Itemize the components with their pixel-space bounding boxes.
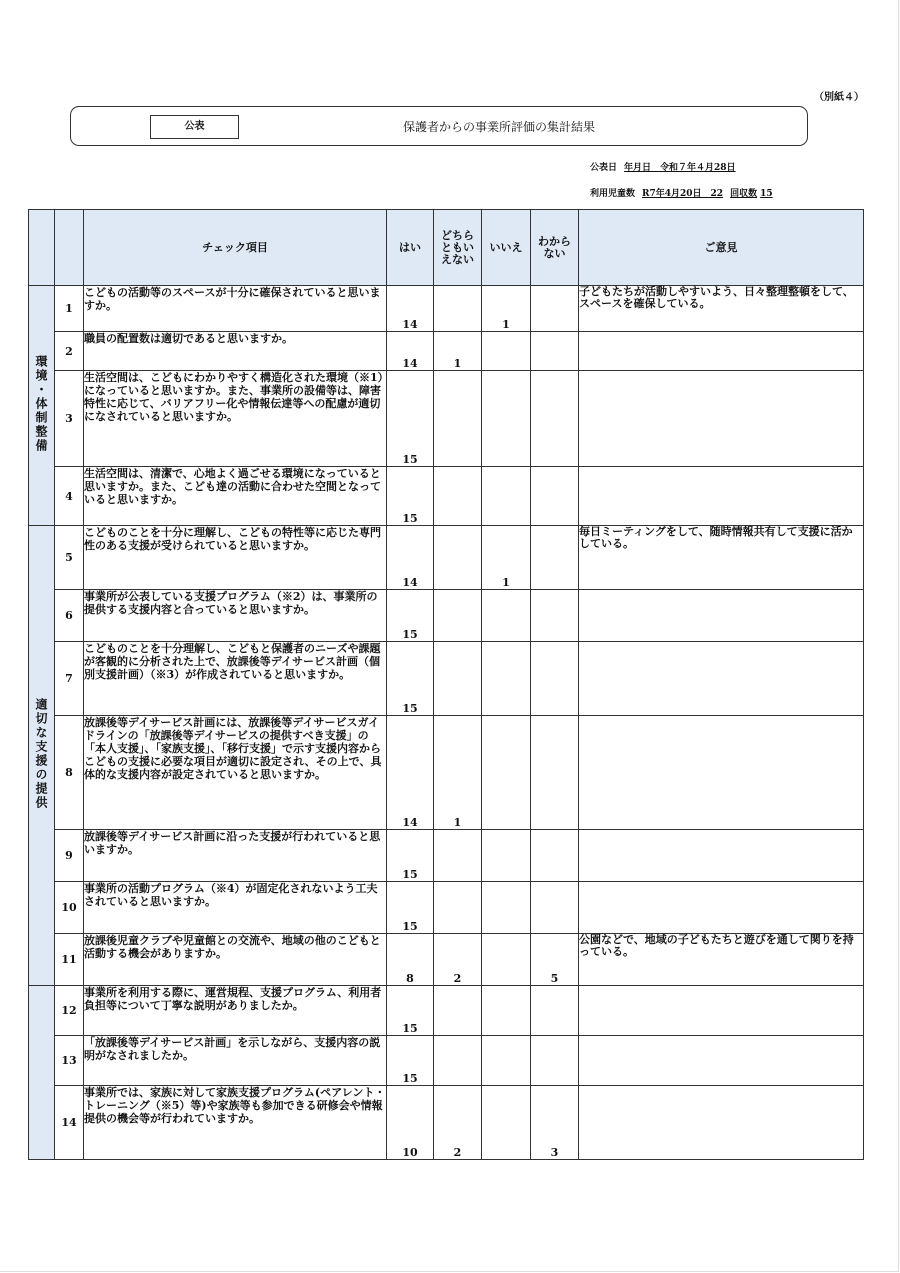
category-label: 適切な支援の提供 (34, 698, 48, 810)
table-row (29, 590, 864, 642)
check-item-text: 生活空間は、こどもにわかりやすく構造化された環境（※1）になっていると思いますか。また、事業所の設備等は、障害特性に応じて、バリアフリー化や情報伝達等への配慮が適切になされていると思いますか。 (84, 371, 387, 467)
opinion-text: 公園などで、地域の子どもたちと遊びを通して関りを持っている。 (579, 934, 864, 986)
item-number: 14 (55, 1086, 84, 1160)
table-row (29, 1036, 864, 1086)
no-count (482, 1086, 531, 1160)
check-item-text: 放課後児童クラブや児童館との交流や、地域の他のこどもと活動する機会がありますか。 (84, 934, 387, 986)
opinion-text (579, 1036, 864, 1086)
check-item-text: 放課後等デイサービス計画には、放課後等デイサービスガイドラインの「放課後等デイサービスの提供すべき支援」の「本人支援」、「家族支援」、「移行支援」で示す支援内容からこどもの支援に必要な項目が適切に設定され、その上で、具体的な支援内容が設定されていると思いますか。 (84, 716, 387, 830)
check-item-text: こどものことを十分理解し、こどもと保護者のニーズや課題が客観的に分析された上で、放課後等デイサービス計画（個別支援計画）（※3）が作成されていると思いますか。 (84, 642, 387, 716)
neither-count (434, 526, 482, 590)
unknown-count (531, 1036, 579, 1086)
document-title: 保護者からの事業所評価の集計結果 (403, 120, 596, 134)
neither-count (434, 371, 482, 467)
check-item-text: 事業所では、家族に対して家族支援プログラム(ペアレント・トレーニング（※5）等)や家族等も参加できる研修会や情報提供の機会等が行われていますか。 (84, 1086, 387, 1160)
header-check-item: チェック項目 (84, 210, 387, 286)
yes-count: 15 (387, 467, 434, 526)
category-cell (29, 986, 55, 1160)
item-number: 3 (55, 371, 84, 467)
no-count (482, 882, 531, 934)
yes-count: 10 (387, 1086, 434, 1160)
table-row (29, 642, 864, 716)
no-count (482, 716, 531, 830)
unknown-count: 5 (531, 934, 579, 986)
opinion-text (579, 1086, 864, 1160)
neither-count (434, 1036, 482, 1086)
no-count (482, 1036, 531, 1086)
yes-count: 15 (387, 1036, 434, 1086)
publish-date-label: 公表日 (590, 163, 618, 173)
count-line (590, 186, 780, 199)
yes-count: 15 (387, 590, 434, 642)
neither-count (434, 642, 482, 716)
evaluation-table (28, 209, 864, 1160)
no-count: 1 (482, 526, 531, 590)
no-count (482, 371, 531, 467)
neither-count (434, 467, 482, 526)
table-row (29, 986, 864, 1036)
item-number: 7 (55, 642, 84, 716)
opinion-text: 子どもたちが活動しやすいよう、日々整理整頓をして、スペースを確保している。 (579, 286, 864, 332)
table-row (29, 716, 864, 830)
unknown-count (531, 371, 579, 467)
unknown-count (531, 286, 579, 332)
item-number: 9 (55, 830, 84, 882)
yes-count: 15 (387, 830, 434, 882)
no-count (482, 332, 531, 371)
yes-count: 14 (387, 716, 434, 830)
check-item-text: 事業所が公表している支援プログラム（※2）は、事業所の提供する支援内容と合っていると思いますか。 (84, 590, 387, 642)
unknown-count (531, 332, 579, 371)
item-number: 6 (55, 590, 84, 642)
unknown-count (531, 590, 579, 642)
neither-count: 1 (434, 716, 482, 830)
yes-count: 14 (387, 526, 434, 590)
no-count (482, 467, 531, 526)
check-item-text: 事業所を利用する際に、運営規程、支援プログラム、利用者負担等について丁寧な説明がありましたか。 (84, 986, 387, 1036)
no-count (482, 642, 531, 716)
item-number: 8 (55, 716, 84, 830)
header-category (29, 210, 55, 286)
no-count (482, 590, 531, 642)
publish-date-value: 年月日 令和７年４月28日 (624, 163, 736, 173)
children-count-value: R7年4月20日 22 (642, 189, 724, 199)
table-row (29, 286, 864, 332)
opinion-text (579, 986, 864, 1036)
header-no: いいえ (482, 210, 531, 286)
responses-value: 15 (760, 189, 773, 199)
opinion-text (579, 716, 864, 830)
yes-count: 14 (387, 332, 434, 371)
no-count (482, 934, 531, 986)
table-row (29, 371, 864, 467)
check-item-text: 職員の配置数は適切であると思いますか。 (84, 332, 387, 371)
unknown-count: 3 (531, 1086, 579, 1160)
item-number: 11 (55, 934, 84, 986)
check-item-text: 放課後等デイサービス計画に沿った支援が行われていると思いますか。 (84, 830, 387, 882)
neither-count: 2 (434, 934, 482, 986)
opinion-text (579, 830, 864, 882)
no-count (482, 986, 531, 1036)
table-row (29, 934, 864, 986)
unknown-count (531, 526, 579, 590)
category-cell (29, 286, 55, 526)
check-item-text: 「放課後等デイサービス計画」を示しながら、支援内容の説明がなされましたか。 (84, 1036, 387, 1086)
item-number: 2 (55, 332, 84, 371)
table-row (29, 882, 864, 934)
yes-count: 14 (387, 286, 434, 332)
check-item-text: こどもの活動等のスペースが十分に確保されていると思いますか。 (84, 286, 387, 332)
opinion-text: 毎日ミーティングをして、随時情報共有して支援に活かしている。 (579, 526, 864, 590)
opinion-text (579, 642, 864, 716)
item-number: 1 (55, 286, 84, 332)
category-label: 環境・体制整備 (34, 355, 48, 453)
annex-label: （別紙４） (814, 92, 864, 103)
unknown-count (531, 830, 579, 882)
item-number: 10 (55, 882, 84, 934)
check-item-text: 生活空間は、清潔で、心地よく過ごせる環境になっていると思いますか。また、こども達の活動に合わせた空間となっていると思いますか。 (84, 467, 387, 526)
header-neither: どちらともいえない (434, 210, 482, 286)
yes-count: 8 (387, 934, 434, 986)
opinion-text (579, 590, 864, 642)
item-number: 12 (55, 986, 84, 1036)
item-number: 13 (55, 1036, 84, 1086)
yes-count: 15 (387, 642, 434, 716)
neither-count: 2 (434, 1086, 482, 1160)
header-opinion: ご意見 (579, 210, 864, 286)
neither-count (434, 830, 482, 882)
yes-count: 15 (387, 986, 434, 1036)
no-count: 1 (482, 286, 531, 332)
item-number: 5 (55, 526, 84, 590)
header-unknown: わからない (531, 210, 579, 286)
category-cell (29, 526, 55, 986)
opinion-text (579, 467, 864, 526)
table-row (29, 467, 864, 526)
neither-count (434, 882, 482, 934)
yes-count: 15 (387, 371, 434, 467)
item-number: 4 (55, 467, 84, 526)
opinion-text (579, 332, 864, 371)
check-item-text: こどものことを十分に理解し、こどもの特性等に応じた専門性のある支援が受けられていると思いますか。 (84, 526, 387, 590)
neither-count (434, 286, 482, 332)
table-row (29, 830, 864, 882)
unknown-count (531, 642, 579, 716)
publish-date-line (590, 160, 743, 173)
unknown-count (531, 716, 579, 830)
table-row (29, 526, 864, 590)
table-row (29, 1086, 864, 1160)
neither-count (434, 986, 482, 1036)
unknown-count (531, 467, 579, 526)
unknown-count (531, 986, 579, 1036)
opinion-text (579, 371, 864, 467)
yes-count: 15 (387, 882, 434, 934)
children-count-label: 利用児童数 (590, 189, 636, 199)
table-row (29, 332, 864, 371)
header-number (55, 210, 84, 286)
opinion-text (579, 882, 864, 934)
header-yes: はい (387, 210, 434, 286)
unknown-count (531, 882, 579, 934)
header-row (29, 210, 864, 286)
neither-count: 1 (434, 332, 482, 371)
no-count (482, 830, 531, 882)
neither-count (434, 590, 482, 642)
publication-label: 公表 (150, 115, 239, 139)
responses-label: 回収数 (730, 189, 758, 199)
check-item-text: 事業所の活動プログラム（※4）が固定化されないよう工夫されていると思いますか。 (84, 882, 387, 934)
